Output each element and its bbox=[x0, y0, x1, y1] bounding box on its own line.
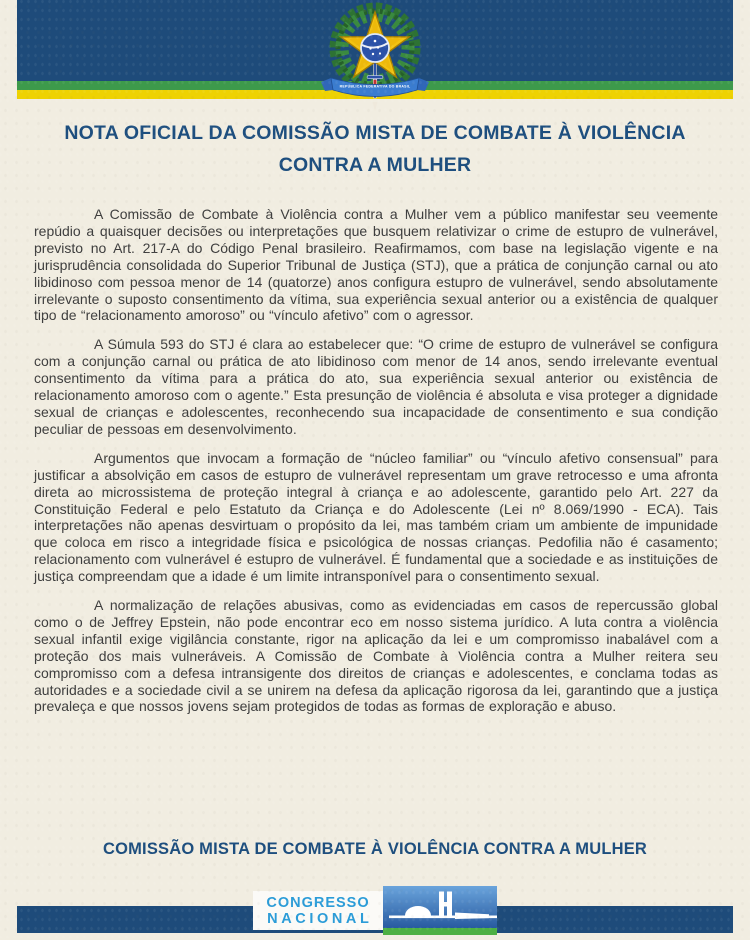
paragraph-3: Argumentos que invocam a formação de “núcleo familiar” ou “vínculo afetivo consensual” para justificar a absolvição em casos de estupro de vulnerável representam um grave retrocesso e uma afronta direta ao microssistema de proteção integral à criança e ao adolescente, garantido pelo Art. 227 da Constituição Federal e pelo Estatuto da Criança e do Adolescente (Lei nº 8.069/1990 - ECA). Tais interpretações não apenas desvirtuam o propósito da lei, mas também criam um ambiente de impunidade que coloca em risco a integridade física e psicológica de nossas crianças. Pedofilia não é casamento; relacionamento com vulnerável é estupro de vulnerável. É fundamental que a sociedade e as instituições de justiça compreendam que a idade é um limite intransponível para o consentimento sexual. bbox=[34, 449, 718, 585]
document-body bbox=[34, 206, 718, 727]
paragraph-4: A normalização de relações abusivas, como as evidenciadas em casos de repercussão global como o de Jeffrey Epstein, não pode encontrar eco em nosso sistema jurídico. A luta contra a violência sexual infantil exige vigilância constante, rigor na aplicação da lei e um compromisso inabalável com a proteção dos mais vulneráveis. A Comissão de Combate à Violência contra a Mulher reitera seu compromisso com a defesa intransigente dos direitos de crianças e adolescentes, e conclama todas as autoridades e a sociedade civil a se unirem na defesa da aplicação rigorosa da lei, garantindo que a justiça prevaleça e que nossos jovens sejam protegidos de todas as formas de exploração e abuso. bbox=[34, 597, 718, 715]
logo-text-line2: NACIONAL bbox=[267, 910, 373, 927]
paragraph-2: A Súmula 593 do STJ é clara ao estabelecer que: “O crime de estupro de vulnerável se configura com a conjunção carnal ou prática de ato libidinoso com menor de 14 anos, sendo irrelevante eventual consentimento da vítima para a prática do ato, sua experiência sexual anterior ou existência de relacionamento amoroso com o agente.” Esta presunção de violência é absoluta e visa proteger a dignidade sexual de crianças e adolescentes, reconhecendo sua incapacidade de consentimento e sua condição peculiar de pessoas em desenvolvimento. bbox=[34, 336, 718, 437]
page-title: NOTA OFICIAL DA COMISSÃO MISTA DE COMBATE À VIOLÊNCIA CONTRA A MULHER bbox=[64, 122, 686, 176]
congresso-nacional-logo bbox=[253, 886, 497, 935]
paragraph-1: A Comissão de Combate à Violência contra a Mulher vem a público manifestar seu veemente repúdio a quaisquer decisões ou interpretações que busquem relativizar o crime de estupro de vulnerável, previsto no Art. 217-A do Código Penal brasileiro. Reafirmamos, com base na legislação vigente e na jurisprudência consolidada do Superior Tribunal de Justiça (STJ), que a prática de conjunção carnal ou ato libidinoso com pessoa menor de 14 (quatorze) anos configura estupro de vulnerável, sendo absolutamente irrelevante o suposto consentimento da vítima, sua experiência sexual anterior ou a existência de qualquer tipo de “relacionamento amoroso” ou “vínculo afetivo” com o agressor. bbox=[34, 206, 718, 324]
brazil-coat-of-arms-icon bbox=[314, 2, 436, 116]
congresso-nacional-wordmark bbox=[253, 891, 383, 930]
emblem-ribbon-text: REPÚBLICA FEDERATIVA DO BRASIL bbox=[339, 84, 411, 89]
congress-building-icon bbox=[383, 886, 497, 935]
logo-text-line1: CONGRESSO bbox=[266, 894, 370, 911]
footer-heading: COMISSÃO MISTA DE COMBATE À VIOLÊNCIA CONTRA A MULHER bbox=[102, 840, 648, 858]
